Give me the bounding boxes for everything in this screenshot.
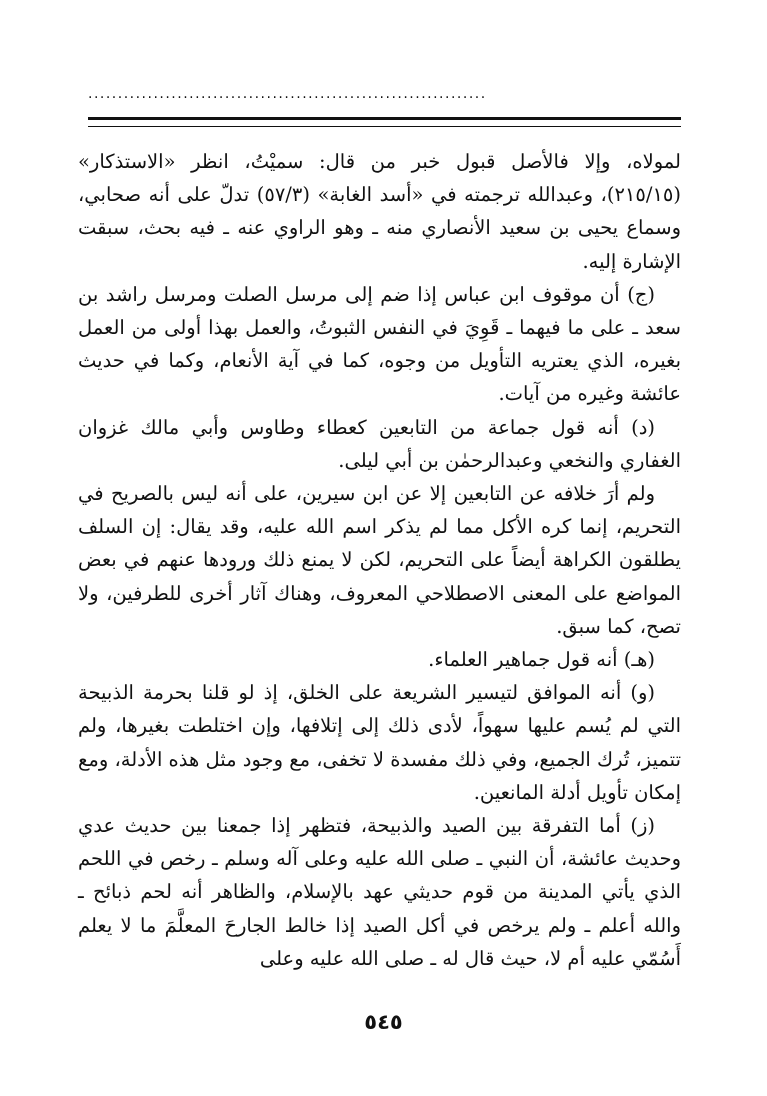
paragraph-zay: (ز) أما التفرقة بين الصيد والذبيحة، فتظهر إذا جمعنا بين حديث عدي وحديث عائشة، أن النبي ـ صلى الله عليه وعلى آله وسلم ـ رخص في اللحم الذي يأتي المدينة من قوم حديثي عهد بالإسلام، والظاهر أنه لحم ذبائح ـ والله أعلم ـ ولم يرخص في أكل الصيد إذا خالط الجارحَ المعلَّمَ ما لا يعلم أَسُمّي عليه أم لا، حيث قال له ـ صلى الله عليه وعلى	[78, 814, 681, 970]
paragraph-ha: (هـ) أنه قول جماهير العلماء.	[428, 648, 655, 672]
paragraph-waw: (و) أنه الموافق لتيسير الشريعة على الخلق، إذ لو قلنا بحرمة الذبيحة التي لم يُسم عليها سهواً، لأدى ذلك إلى إتلافها، وإن اختلطت بغيرها، ولم تتميز، تُرك الجميع، وفي ذلك مفسدة لا تخفى، مع وجود مثل هذه الأدلة، ومع إمكان تأويل أدلة المانعين.	[78, 681, 681, 804]
paragraph-dal: (د) أنه قول جماعة من التابعين كعطاء وطاوس وأبي مالك غزوان الغفاري والنخعي وعبدالرحمٰن بن أبي ليلى.	[78, 415, 681, 472]
paragraph-continuation: لمولاه، وإلا فالأصل قبول خبر من قال: سميْتُ، انظر «الاستذكار» (٢١٥/١٥)، وعبدالله ترجمته في «أسد الغابة» (٥٧/٣) تدلّ على أنه صحابي، وسماع يحيى بن سعيد الأنصاري منه ـ وهو الراوي عنه ـ فيه بحث، سبقت الإشارة إليه.	[78, 150, 682, 273]
paragraph-jim: (ج) أن موقوف ابن عباس إذا ضم إلى مرسل الصلت ومرسل راشد بن سعد ـ على ما فيهما ـ قَوِيَ في النفس الثبوتُ، والعمل بهذا أولى من العمل بغيره، الذي يعتريه التأويل من وجوه، كما في آية الأنعام، وكما في حديث عائشة وغيره من آيات.	[78, 282, 681, 406]
paragraph-ibn-sirin: ولم أرَ خلافه عن التابعين إلا عن ابن سيرين، على أنه ليس بالصريح في التحريم، إنما كره الأكل مما لم يذكر اسم الله عليه، وقد يقال: إن السلف يطلقون الكراهة أيضاً على التحريم، لكن لا يمنع ذلك ورودها عنهم في بعض المواضع على المعنى الاصطلاحي المعروف، وهناك آثار أخرى للطرفين، ولا تصح، كما سبق.	[78, 482, 681, 638]
page-body	[78, 145, 681, 975]
header-rule-thin	[88, 126, 681, 127]
header-dotted-line: ...................................................................	[88, 88, 487, 100]
header-rule-thick	[88, 117, 681, 120]
page-number: ٥٤٥	[364, 1010, 403, 1034]
